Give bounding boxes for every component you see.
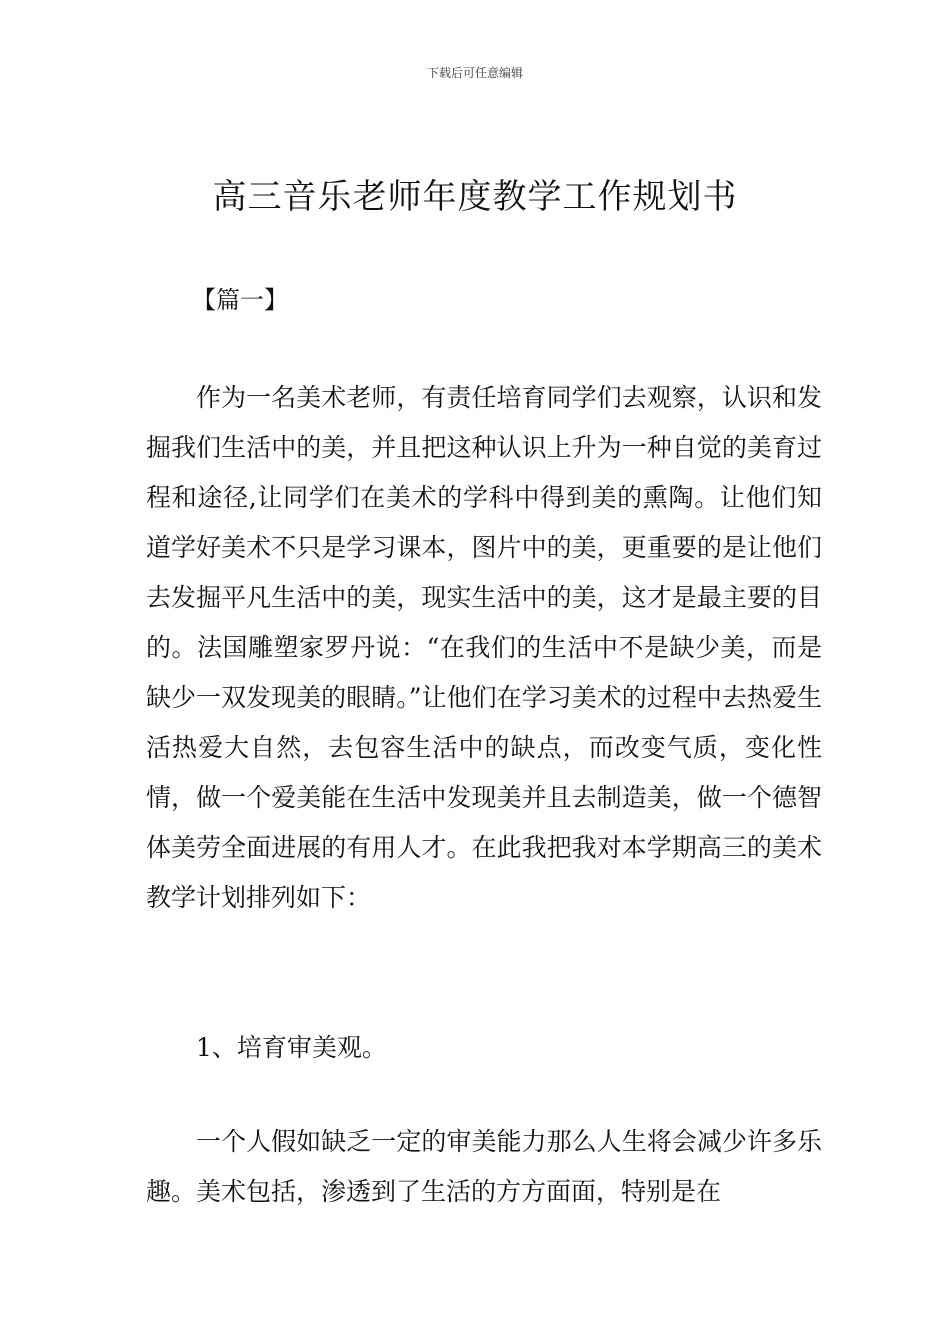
document-title: 高三音乐老师年度教学工作规划书 (212, 177, 738, 217)
numbered-heading: 1、培育审美观。 (196, 1033, 387, 1062)
section-label: 【篇一】 (192, 286, 288, 314)
body-paragraph: 作为一名美术老师，有责任培育同学们去观察，认识和发掘我们生活中的美，并且把这种认识上升为一种自觉的美育过程和途径,让同学们在美术的学科中得到美的熏陶。让他们知道学好美术不只是学习课本，图片中的美，更重要的是让他们去发掘平凡生活中的美，现实生活中的美，这才是最主要的目的。法国雕塑家罗丹说：“在我们的生活中不是缺少美，而是缺少一双发现美的眼睛。”让他们在学习美术的过程中去热爱生活热爱大自然，去包容生活中的缺点，而改变气质，变化性情，做一个爱美能在生活中发现美并且去制造美，做一个德智体美劳全面进展的有用人才。在此我把我对本学期高三的美术教学计划排列如下： (146, 383, 822, 912)
header-note: 下载后可任意编辑 (426, 66, 523, 80)
body-paragraph: 一个人假如缺乏一定的审美能力那么人生将会减少许多乐趣。美术包括，渗透到了生活的方方面面，特别是在 (146, 1127, 822, 1206)
